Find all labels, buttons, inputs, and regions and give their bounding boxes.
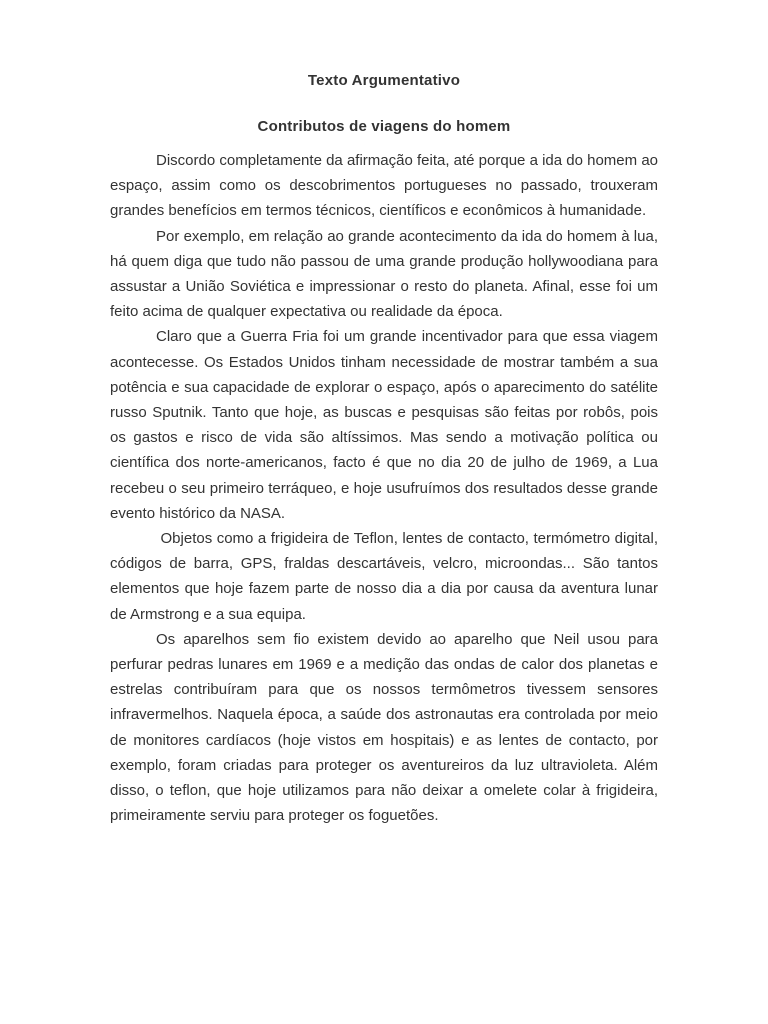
- document-page: [110, 68, 663, 828]
- document-title: Texto Argumentativo: [307, 72, 461, 89]
- document-body: [110, 148, 663, 828]
- paragraph-4: Objetos como a frigideira de Teflon, lentes de contacto, termómetro digital, códigos de barra, GPS, fraldas descartáveis, velcro, microondas... São tantos elementos que hoje fazem parte de nosso dia a dia por causa da aventura lunar de Armstrong e a sua equipa.: [110, 530, 663, 623]
- document-subtitle: Contributos de viagens do homem: [257, 118, 511, 135]
- paragraph-3: Claro que a Guerra Fria foi um grande incentivador para que essa viagem acontecesse. Os Estados Unidos tinham necessidade de mostrar também a sua potência e sua capacidade de explorar o espaço, após o aparecimento do satélite russo Sputnik. Tanto que hoje, as buscas e pesquisas são feitas por robôs, pois os gastos e risco de vida são altíssimos. Mas sendo a motivação política ou científica dos norte-americanos, facto é que no dia 20 de julho de 1969, a Lua recebeu o seu primeiro terráqueo, e hoje usufruímos dos resultados desse grande evento histórico da NASA.: [110, 328, 658, 522]
- paragraph-5: Os aparelhos sem fio existem devido ao aparelho que Neil usou para perfurar pedras lunares em 1969 e a medição das ondas de calor dos planetas e estrelas contribuíram para que os nossos termômetros tivessem sensores infravermelhos. Naquela época, a saúde dos astronautas era controlada por meio de monitores cardíacos (hoje vistos em hospitais) e as lentes de contacto, por exemplo, foram criadas para proteger os aventureiros da luz ultravioleta. Além disso, o teflon, que hoje utilizamos para não deixar a omelete colar à frigideira, primeiramente serviu para proteger os foguetões.: [110, 630, 658, 825]
- paragraph-2: Por exemplo, em relação ao grande acontecimento da ida do homem à lua, há quem diga que tudo não passou de uma grande produção hollywoodiana para assustar a União Soviética e impressionar o resto do planeta. Afinal, esse foi um feito acima de qualquer expectativa ou realidade da época.: [110, 227, 658, 321]
- paragraph-1: Discordo completamente da afirmação feita, até porque a ida do homem ao espaço, assim como os descobrimentos portugueses no passado, trouxeram grandes benefícios em termos técnicos, científicos e econômicos à humanidade.: [110, 152, 658, 220]
